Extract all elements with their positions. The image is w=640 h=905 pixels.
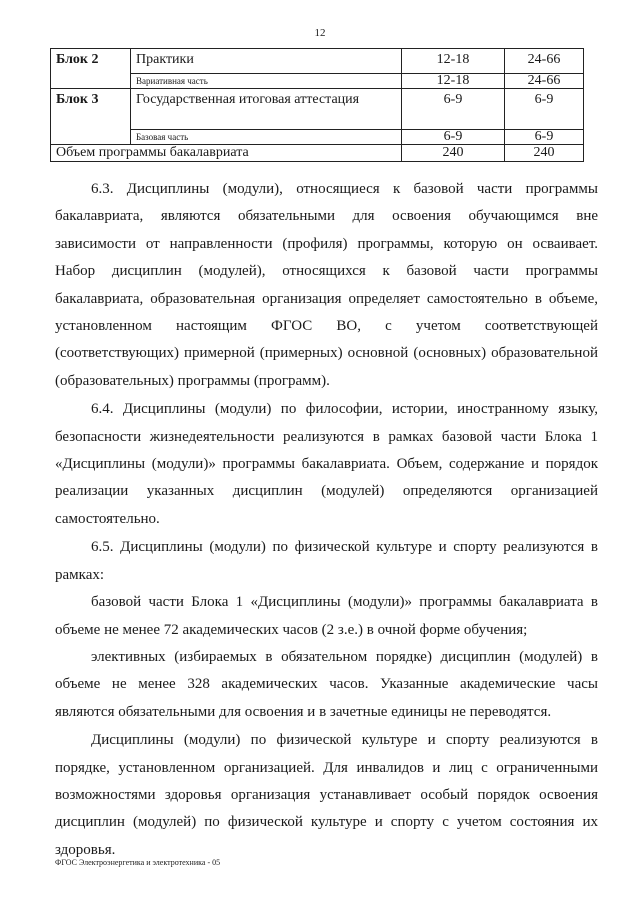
table-row-block3 xyxy=(51,89,584,130)
block3-sub-name: Базовая часть xyxy=(131,130,402,145)
table-row-total xyxy=(51,145,584,162)
block2-name: Практики xyxy=(131,49,402,74)
block2-sub-name: Вариативная часть xyxy=(131,74,402,89)
total-credits-a: 240 xyxy=(402,145,505,162)
paragraph-6-5-item-2: элективных (избираемых в обязательном порядке) дисциплин (модулей) в объеме не менее 328 академических часов. Указанные академические часы являются обязательными для освоения и в зачетные единицы не переводятся. xyxy=(55,648,598,720)
block3-sub-credits-a: 6-9 xyxy=(402,130,505,145)
paragraph-6-5: 6.5. Дисциплины (модули) по физической культуре и спорту реализуются в рамках: xyxy=(55,539,598,583)
block3-label-cont xyxy=(51,130,131,145)
total-label: Объем программы бакалавриата xyxy=(51,145,402,162)
table-row-block2-sub xyxy=(51,74,584,89)
document-body xyxy=(55,176,598,864)
paragraph-6-4: 6.4. Дисциплины (модули) по философии, истории, иностранному языку, безопасности жизнедеятельности реализуются в рамках базовой части Блока 1 «Дисциплины (модули)» программы бакалавриата. Объем, содержание и порядок реализации указанных дисциплин (модулей) определяются организацией самостоятельно. xyxy=(55,401,598,527)
block2-sub-credits-b: 24-66 xyxy=(505,74,584,89)
table-row-block3-sub xyxy=(51,130,584,145)
paragraph-6-3: 6.3. Дисциплины (модули), относящиеся к базовой части программы бакалавриата, являются обязательными для освоения обучающимся вне зависимости от направленности (профиля) программы, которую он осваивает. Набор дисциплин (модулей), относящихся к базовой части программы бакалавриата, образовательная организация определяет самостоятельно в объеме, установленном настоящим ФГОС ВО, с учетом соответствующей (соответствующих) примерной (примерных) основной (основных) образовательной (образовательных) программы (программ). xyxy=(55,181,598,389)
block3-credits-b: 6-9 xyxy=(505,89,584,130)
block2-label: Блок 2 xyxy=(51,49,131,74)
table-row-block2 xyxy=(51,49,584,74)
block3-sub-credits-b: 6-9 xyxy=(505,130,584,145)
footer-text: ФГОС Электроэнергетика и электротехника - 05 xyxy=(55,858,221,867)
page-number: 12 xyxy=(314,27,326,39)
block2-credits-b: 24-66 xyxy=(505,49,584,74)
block3-label: Блок 3 xyxy=(51,89,131,130)
total-credits-b: 240 xyxy=(505,145,584,162)
block2-label-cont xyxy=(51,74,131,89)
block2-sub-credits-a: 12-18 xyxy=(402,74,505,89)
block3-name: Государственная итоговая аттестация xyxy=(131,89,402,130)
program-structure-table xyxy=(50,48,584,162)
paragraph-6-5-item-1: базовой части Блока 1 «Дисциплины (модули)» программы бакалавриата в объеме не менее 72 академических часов (2 з.е.) в очной форме обучения; xyxy=(55,594,598,638)
block3-credits-a: 6-9 xyxy=(402,89,505,130)
paragraph-physical-culture: Дисциплины (модули) по физической культуре и спорту реализуются в порядке, установленном организацией. Для инвалидов и лиц с ограниченными возможностями здоровья организация устанавливает особый порядок освоения дисциплин (модулей) по физической культуре и спорту с учетом состояния их здоровья. xyxy=(55,732,598,858)
block2-credits-a: 12-18 xyxy=(402,49,505,74)
